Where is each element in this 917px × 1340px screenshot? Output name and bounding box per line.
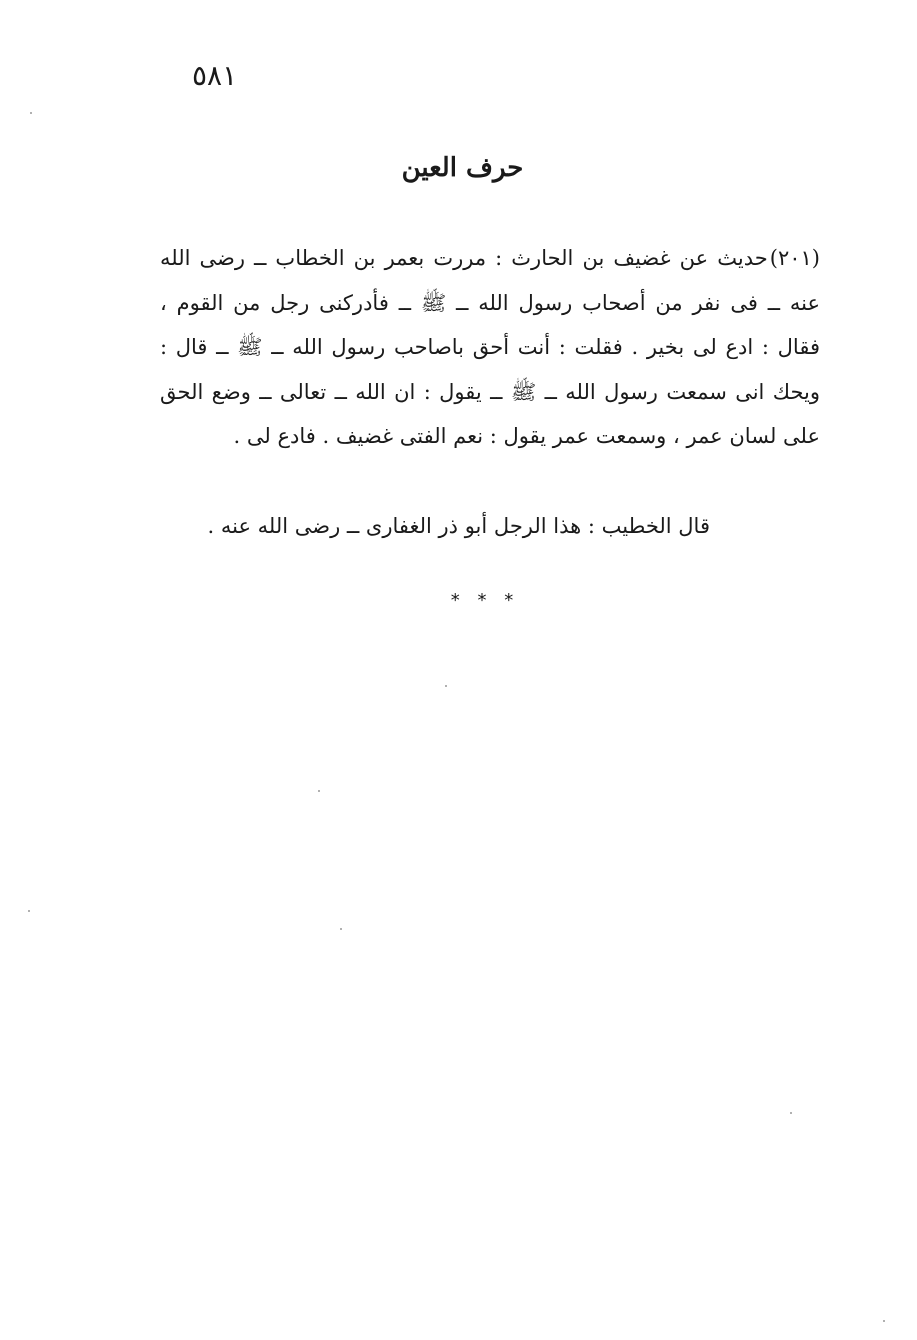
scan-speck bbox=[318, 790, 320, 792]
section-separator: * * * bbox=[450, 590, 520, 611]
scan-speck bbox=[28, 910, 30, 912]
scan-speck bbox=[883, 1320, 885, 1322]
commentary-note: قال الخطيب : هذا الرجل أبو ذر الغفارى ــ رضى الله عنه . bbox=[207, 514, 710, 538]
scan-speck bbox=[30, 112, 32, 114]
scan-speck bbox=[790, 1112, 792, 1114]
hadith-text: حديث عن غضيف بن الحارث : مررت بعمر بن الخطاب ــ رضى الله عنه ــ فى نفر من أصحاب رسول الله ــ ﷺ ــ فأدركنى رجل من القوم ، فقال : ادع لى بخير . فقلت : أنت أحق باصاحب رسول الله ــ ﷺ ــ قال : ويحك انى سمعت رسول الله ــ ﷺ ــ يقول : ان الله ــ تعالى ــ وضع الحق على لسان عمر ، وسمعت عمر يقول : نعم الفتى غضيف . فادع لى . bbox=[160, 246, 820, 448]
hadith-paragraph bbox=[160, 236, 820, 459]
hadith-number: (٢٠١) bbox=[769, 246, 820, 270]
scan-speck bbox=[445, 685, 447, 687]
chapter-title: حرف العين bbox=[401, 153, 524, 183]
scan-speck bbox=[340, 928, 342, 930]
page-number: ٥٨١ bbox=[192, 59, 238, 92]
